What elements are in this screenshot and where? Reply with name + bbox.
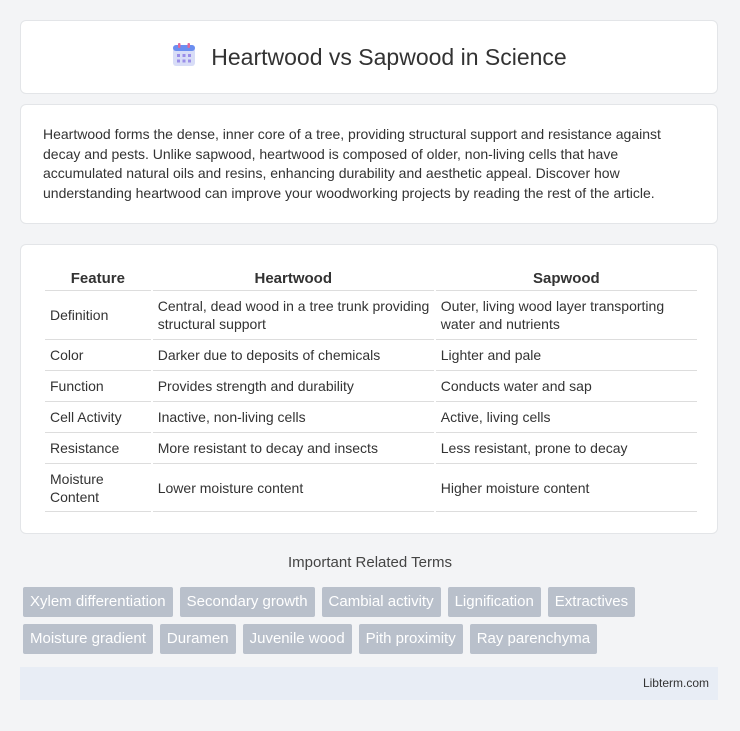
table-cell: Darker due to deposits of chemicals — [153, 339, 434, 370]
intro-text: Heartwood forms the dense, inner core of a tree, providing structural support and resistance against decay and pests. Unlike sapwood, heartwood is composed of older, non-living cells that have accumulated natural oils and resins, enhancing durability and aesthetic appeal. Discover how understanding heartwood can improve your woodworking projects by reading the rest of the article. — [43, 126, 661, 201]
table-cell: Active, living cells — [436, 401, 697, 432]
table-cell: Moisture Content — [45, 463, 151, 512]
table-row — [45, 370, 697, 401]
term-tag[interactable]: Ray parenchyma — [470, 624, 597, 654]
calendar-icon — [171, 42, 197, 73]
related-terms-list — [23, 587, 703, 654]
term-tag[interactable]: Extractives — [548, 587, 635, 617]
related-terms-title: Important Related Terms — [288, 554, 452, 571]
table-header-row — [45, 265, 697, 290]
term-tag[interactable]: Lignification — [448, 587, 541, 617]
table-cell: Lower moisture content — [153, 463, 434, 512]
column-header: Sapwood — [533, 270, 600, 287]
table-row — [45, 432, 697, 463]
table-row — [45, 339, 697, 370]
term-tag[interactable]: Pith proximity — [359, 624, 463, 654]
comparison-table — [43, 265, 699, 512]
table-cell: Provides strength and durability — [153, 370, 434, 401]
term-tag[interactable]: Juvenile wood — [243, 624, 352, 654]
table-cell: Lighter and pale — [436, 339, 697, 370]
column-header: Heartwood — [254, 270, 332, 287]
footer — [20, 667, 718, 700]
table-cell: Cell Activity — [45, 401, 151, 432]
term-tag[interactable]: Cambial activity — [322, 587, 441, 617]
table-cell: Higher moisture content — [436, 463, 697, 512]
table-row — [45, 290, 697, 339]
term-tag[interactable]: Duramen — [160, 624, 236, 654]
table-cell: Color — [45, 339, 151, 370]
table-cell: Less resistant, prone to decay — [436, 432, 697, 463]
term-tag[interactable]: Moisture gradient — [23, 624, 153, 654]
table-cell: Definition — [45, 290, 151, 339]
term-tag[interactable]: Xylem differentiation — [23, 587, 173, 617]
table-cell: Outer, living wood layer transporting water and nutrients — [436, 290, 697, 339]
column-header: Feature — [70, 270, 125, 287]
table-row — [45, 463, 697, 512]
table-cell: Conducts water and sap — [436, 370, 697, 401]
comparison-card — [20, 244, 718, 534]
page-title: Heartwood vs Sapwood in Science — [211, 43, 567, 70]
footer-site-link[interactable]: Libterm.com — [642, 676, 709, 690]
header-card — [20, 20, 718, 94]
table-cell: More resistant to decay and insects — [153, 432, 434, 463]
intro-card — [20, 104, 718, 224]
table-cell: Function — [45, 370, 151, 401]
table-cell: Central, dead wood in a tree trunk providing structural support — [153, 290, 434, 339]
table-row — [45, 401, 697, 432]
table-cell: Resistance — [45, 432, 151, 463]
term-tag[interactable]: Secondary growth — [180, 587, 315, 617]
table-cell: Inactive, non-living cells — [153, 401, 434, 432]
